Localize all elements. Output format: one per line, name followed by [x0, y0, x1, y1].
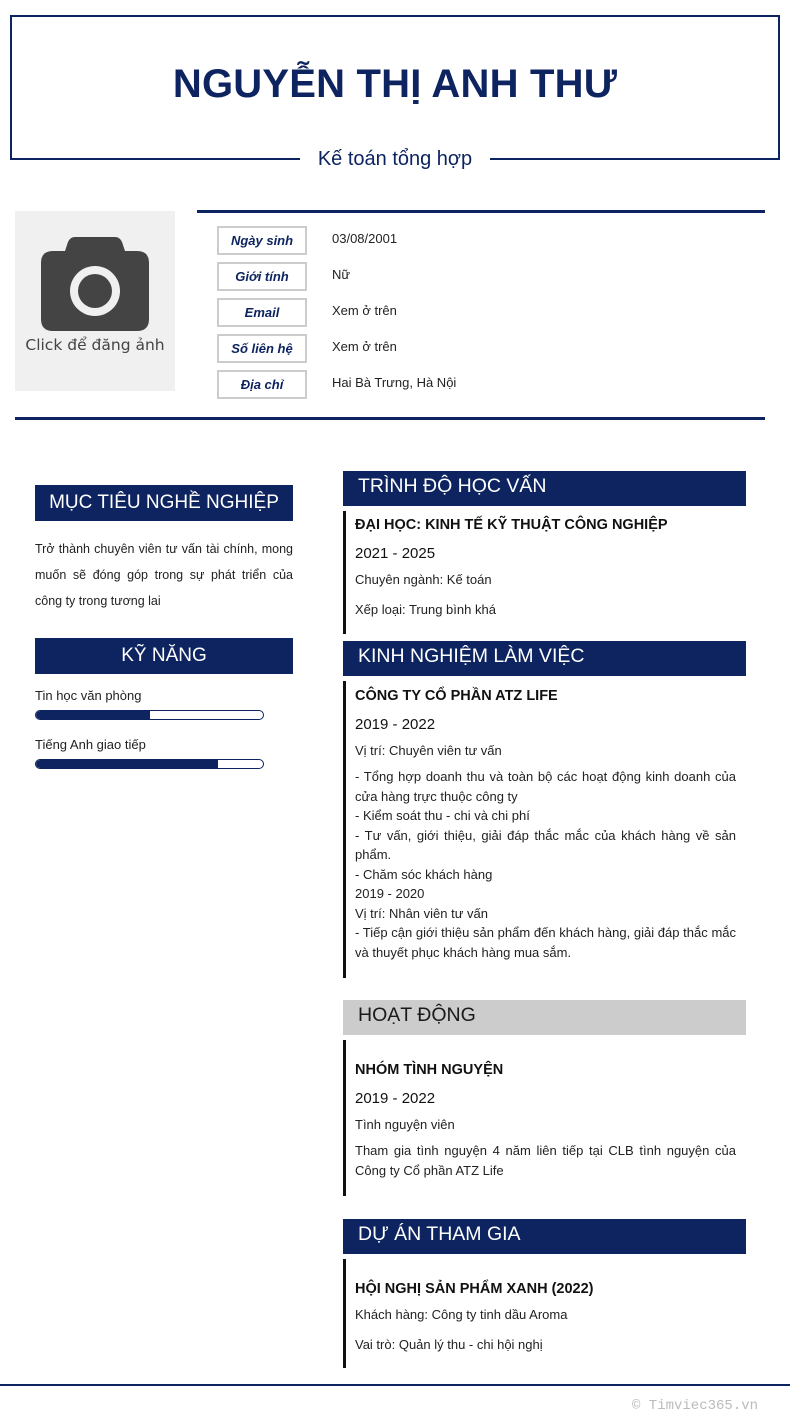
experience-line: - Tổng hợp doanh thu và toàn bộ các hoạt động kinh doanh của cửa hàng trực thuộc công ty: [355, 769, 736, 804]
info-row-phone: [217, 334, 737, 363]
experience-position[interactable]: Vị trí: Chuyên viên tư vấn: [355, 743, 502, 758]
info-value[interactable]: Xem ở trên: [332, 339, 397, 354]
activities-section: [343, 1040, 746, 1196]
experience-section: [343, 681, 746, 978]
photo-caption: Click để đăng ảnh: [25, 336, 165, 354]
objective-text[interactable]: Trở thành chuyên viên tư vấn tài chính, mong muốn sẽ đóng góp trong sự phát triển của công ty trong tương lai: [35, 542, 293, 608]
copyright-text: © Timviec365.vn: [632, 1398, 759, 1414]
education-grade[interactable]: Xếp loại: Trung bình khá: [355, 602, 496, 617]
info-value[interactable]: 03/08/2001: [332, 231, 398, 246]
info-row-birthdate: [217, 226, 737, 255]
activity-date[interactable]: 2019 - 2022: [355, 1090, 436, 1107]
projects-heading: DỰ ÁN THAM GIA: [343, 1219, 746, 1254]
experience-line: - Kiểm soát thu - chi và chi phí: [355, 808, 530, 823]
skill-name: Tiếng Anh giao tiếp: [35, 737, 146, 752]
experience-heading: KINH NGHIỆM LÀM VIỆC: [343, 641, 746, 676]
skill-bar: [35, 759, 264, 769]
skill-bar-fill: [36, 711, 150, 719]
info-label: Giới tính: [217, 262, 307, 291]
education-date[interactable]: 2021 - 2025: [355, 545, 436, 562]
photo-upload[interactable]: [15, 211, 175, 391]
info-label: Email: [217, 298, 307, 327]
info-value[interactable]: Nữ: [332, 267, 351, 282]
info-row-gender: [217, 262, 737, 291]
footer-divider: [0, 1384, 790, 1386]
info-row-address: [217, 370, 737, 399]
education-title[interactable]: ĐẠI HỌC: KINH TẾ KỸ THUẬT CÔNG NGHIỆP: [355, 517, 668, 533]
activity-role[interactable]: Tình nguyện viên: [355, 1117, 455, 1132]
divider: [197, 210, 765, 213]
info-value[interactable]: Hai Bà Trưng, Hà Nội: [332, 375, 457, 390]
experience-line: - Tư vấn, giới thiệu, giải đáp thắc mắc của khách hàng về sản phẩm.: [355, 827, 736, 862]
skill-bar: [35, 710, 264, 720]
info-label: Số liên hệ: [217, 334, 307, 363]
education-heading: TRÌNH ĐỘ HỌC VẤN: [343, 471, 746, 506]
education-section: [343, 511, 746, 634]
experience-description[interactable]: [355, 767, 736, 962]
experience-line: 2019 - 2020: [355, 886, 425, 901]
divider: [15, 417, 765, 420]
candidate-name: NGUYỄN THỊ ANH THƯ: [172, 62, 618, 106]
experience-company[interactable]: CÔNG TY CỔ PHẦN ATZ LIFE: [355, 688, 558, 704]
info-value[interactable]: Xem ở trên: [332, 303, 397, 318]
education-major[interactable]: Chuyên ngành: Kế toán: [355, 572, 492, 587]
skill-bar-fill: [36, 760, 218, 768]
projects-section: [343, 1259, 746, 1368]
project-role[interactable]: Vai trò: Quản lý thu - chi hội nghị: [355, 1337, 543, 1352]
activity-title[interactable]: NHÓM TÌNH NGUYỆN: [355, 1062, 504, 1078]
camera-icon: [41, 237, 149, 331]
project-client[interactable]: Khách hàng: Công ty tinh dầu Aroma: [355, 1307, 568, 1322]
activity-description[interactable]: Tham gia tình nguyện 4 năm liên tiếp tại CLB tình nguyện của Công ty Cổ phần ATZ Life: [355, 1143, 736, 1178]
experience-line: - Chăm sóc khách hàng: [355, 866, 493, 882]
project-title[interactable]: HỘI NGHỊ SẢN PHẨM XANH (2022): [355, 1281, 594, 1297]
activities-heading: HOẠT ĐỘNG: [343, 1000, 746, 1035]
info-label: Ngày sinh: [217, 226, 307, 255]
skill-name: Tin học văn phòng: [35, 688, 142, 703]
info-row-email: [217, 298, 737, 327]
experience-date[interactable]: 2019 - 2022: [355, 716, 436, 733]
experience-line: - Tiếp cận giới thiệu sản phẩm đến khách hàng, giải đáp thắc mắc và thuyết phục khách hàng mua sắm.: [355, 925, 736, 960]
info-label: Địa chỉ: [217, 370, 307, 399]
objective-heading: MỤC TIÊU NGHỀ NGHIỆP: [35, 485, 293, 521]
job-title: Kế toán tổng hợp: [300, 146, 490, 172]
skills-heading: KỸ NĂNG: [35, 638, 293, 674]
experience-line: Vị trí: Nhân viên tư vấn: [355, 905, 488, 921]
